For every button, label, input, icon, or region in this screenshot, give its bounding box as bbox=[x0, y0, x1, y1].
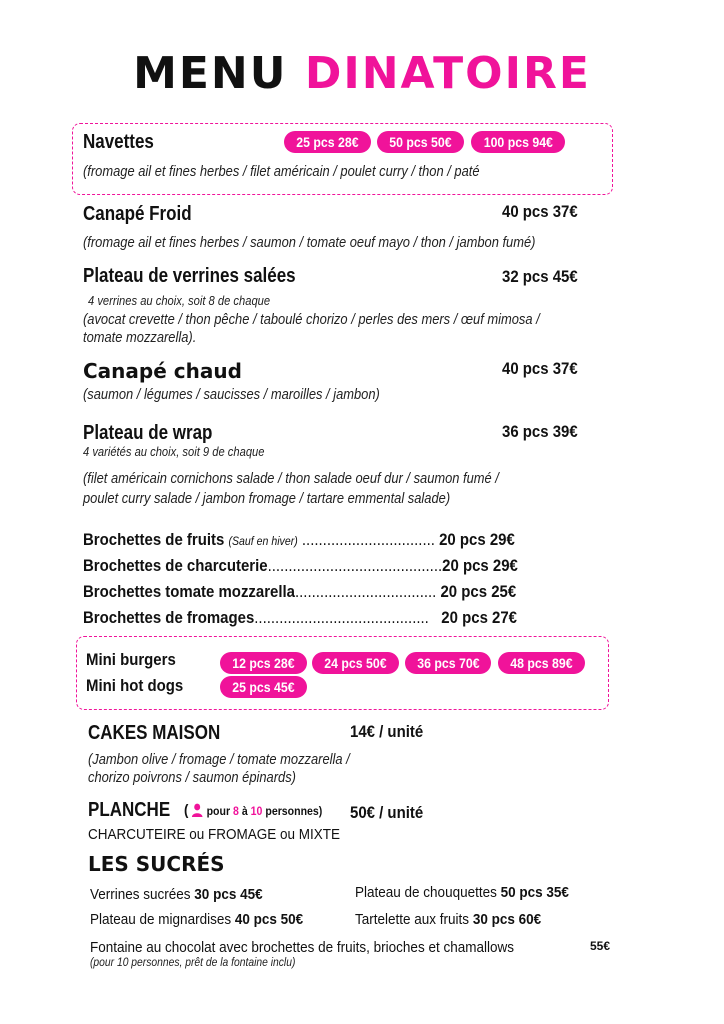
wrap-price: 36 pcs 39€ bbox=[502, 422, 578, 441]
canape-chaud-price: 40 pcs 37€ bbox=[502, 359, 578, 378]
cakes-price: 14€ / unité bbox=[350, 722, 424, 741]
cakes-desc-1: (Jambon olive / fromage / tomate mozzarella / bbox=[88, 751, 350, 768]
planche-persons: ( pour 8 à 10 personnes) bbox=[184, 802, 323, 819]
wrap-desc-1: (filet américain cornichons salade / thon salade oeuf dur / saumon fumé / bbox=[83, 470, 499, 487]
canape-froid-price: 40 pcs 37€ bbox=[502, 202, 578, 221]
mini-burgers-name: Mini burgers bbox=[86, 650, 176, 669]
planche-price: 50€ / unité bbox=[350, 803, 424, 822]
canape-chaud-desc: (saumon / légumes / saucisses / maroilles / jambon) bbox=[83, 386, 380, 403]
mini-hotdogs-pills bbox=[220, 676, 307, 698]
verrines-price: 32 pcs 45€ bbox=[502, 267, 578, 286]
brochette-row: Brochettes de fruits (Sauf en hiver) ................................ 20 pcs 29€ bbox=[83, 530, 515, 549]
wrap-note: 4 variétés au choix, soit 9 de chaque bbox=[83, 444, 265, 459]
canape-chaud-name: Canapé chaud bbox=[83, 359, 242, 383]
price-pill: 48 pcs 89€ bbox=[498, 652, 585, 674]
navettes-desc: (fromage ail et fines herbes / filet américain / poulet curry / thon / paté bbox=[83, 163, 480, 180]
navettes-pills bbox=[284, 131, 565, 153]
price-pill: 12 pcs 28€ bbox=[220, 652, 307, 674]
wrap-desc-2: poulet curry salade / jambon fromage / tartare emmental salade) bbox=[83, 490, 451, 507]
verrines-desc-1: (avocat crevette / thon pêche / taboulé chorizo / perles des mers / œuf mimosa / bbox=[83, 311, 540, 328]
brochette-row: Brochettes de charcuterie..........................................20 pcs 29€ bbox=[83, 556, 518, 575]
price-pill: 25 pcs 28€ bbox=[284, 131, 371, 153]
fontaine-price: 55€ bbox=[590, 939, 611, 953]
canape-froid-desc: (fromage ail et fines herbes / saumon / tomate oeuf mayo / thon / jambon fumé) bbox=[83, 234, 536, 251]
price-pill: 25 pcs 45€ bbox=[220, 676, 307, 698]
cakes-name: CAKES MAISON bbox=[88, 722, 221, 744]
page-title bbox=[0, 48, 724, 99]
sucre-item: Tartelette aux fruits 30 pcs 60€ bbox=[355, 911, 542, 928]
planche-name: PLANCHE bbox=[88, 799, 171, 821]
price-pill: 24 pcs 50€ bbox=[312, 652, 399, 674]
mini-hotdogs-name: Mini hot dogs bbox=[86, 676, 184, 695]
fontaine-note: (pour 10 personnes, prêt de la fontaine inclu) bbox=[90, 955, 296, 969]
canape-froid-name: Canapé Froid bbox=[83, 203, 192, 225]
title-part2: DINATOIRE bbox=[304, 48, 591, 99]
verrines-name: Plateau de verrines salées bbox=[83, 265, 296, 287]
sucre-item: Plateau de chouquettes 50 pcs 35€ bbox=[355, 884, 569, 901]
title-part1: MENU bbox=[133, 48, 288, 99]
price-pill: 50 pcs 50€ bbox=[377, 131, 464, 153]
sucre-item: Verrines sucrées 30 pcs 45€ bbox=[90, 886, 263, 903]
sucre-item: Plateau de mignardises 40 pcs 50€ bbox=[90, 911, 304, 928]
brochette-row: Brochettes de fromages.......................................... 20 pcs 27€ bbox=[83, 608, 518, 627]
verrines-desc-2: tomate mozzarella). bbox=[83, 329, 197, 346]
sucres-heading: LES SUCRÉS bbox=[88, 852, 225, 876]
price-pill: 36 pcs 70€ bbox=[405, 652, 492, 674]
cakes-desc-2: chorizo poivrons / saumon épinards) bbox=[88, 769, 296, 786]
brochette-row: Brochettes tomate mozzarella.................................. 20 pcs 25€ bbox=[83, 582, 517, 601]
fontaine-label: Fontaine au chocolat avec brochettes de fruits, brioches et chamallows bbox=[90, 939, 514, 956]
navettes-name: Navettes bbox=[83, 131, 154, 153]
price-pill: 100 pcs 94€ bbox=[471, 131, 566, 153]
planche-sub: CHARCUTEIRE ou FROMAGE ou MIXTE bbox=[88, 826, 341, 843]
verrines-note: 4 verrines au choix, soit 8 de chaque bbox=[88, 293, 271, 308]
wrap-name: Plateau de wrap bbox=[83, 422, 213, 444]
person-icon bbox=[191, 803, 203, 817]
mini-burgers-pills bbox=[220, 652, 585, 674]
